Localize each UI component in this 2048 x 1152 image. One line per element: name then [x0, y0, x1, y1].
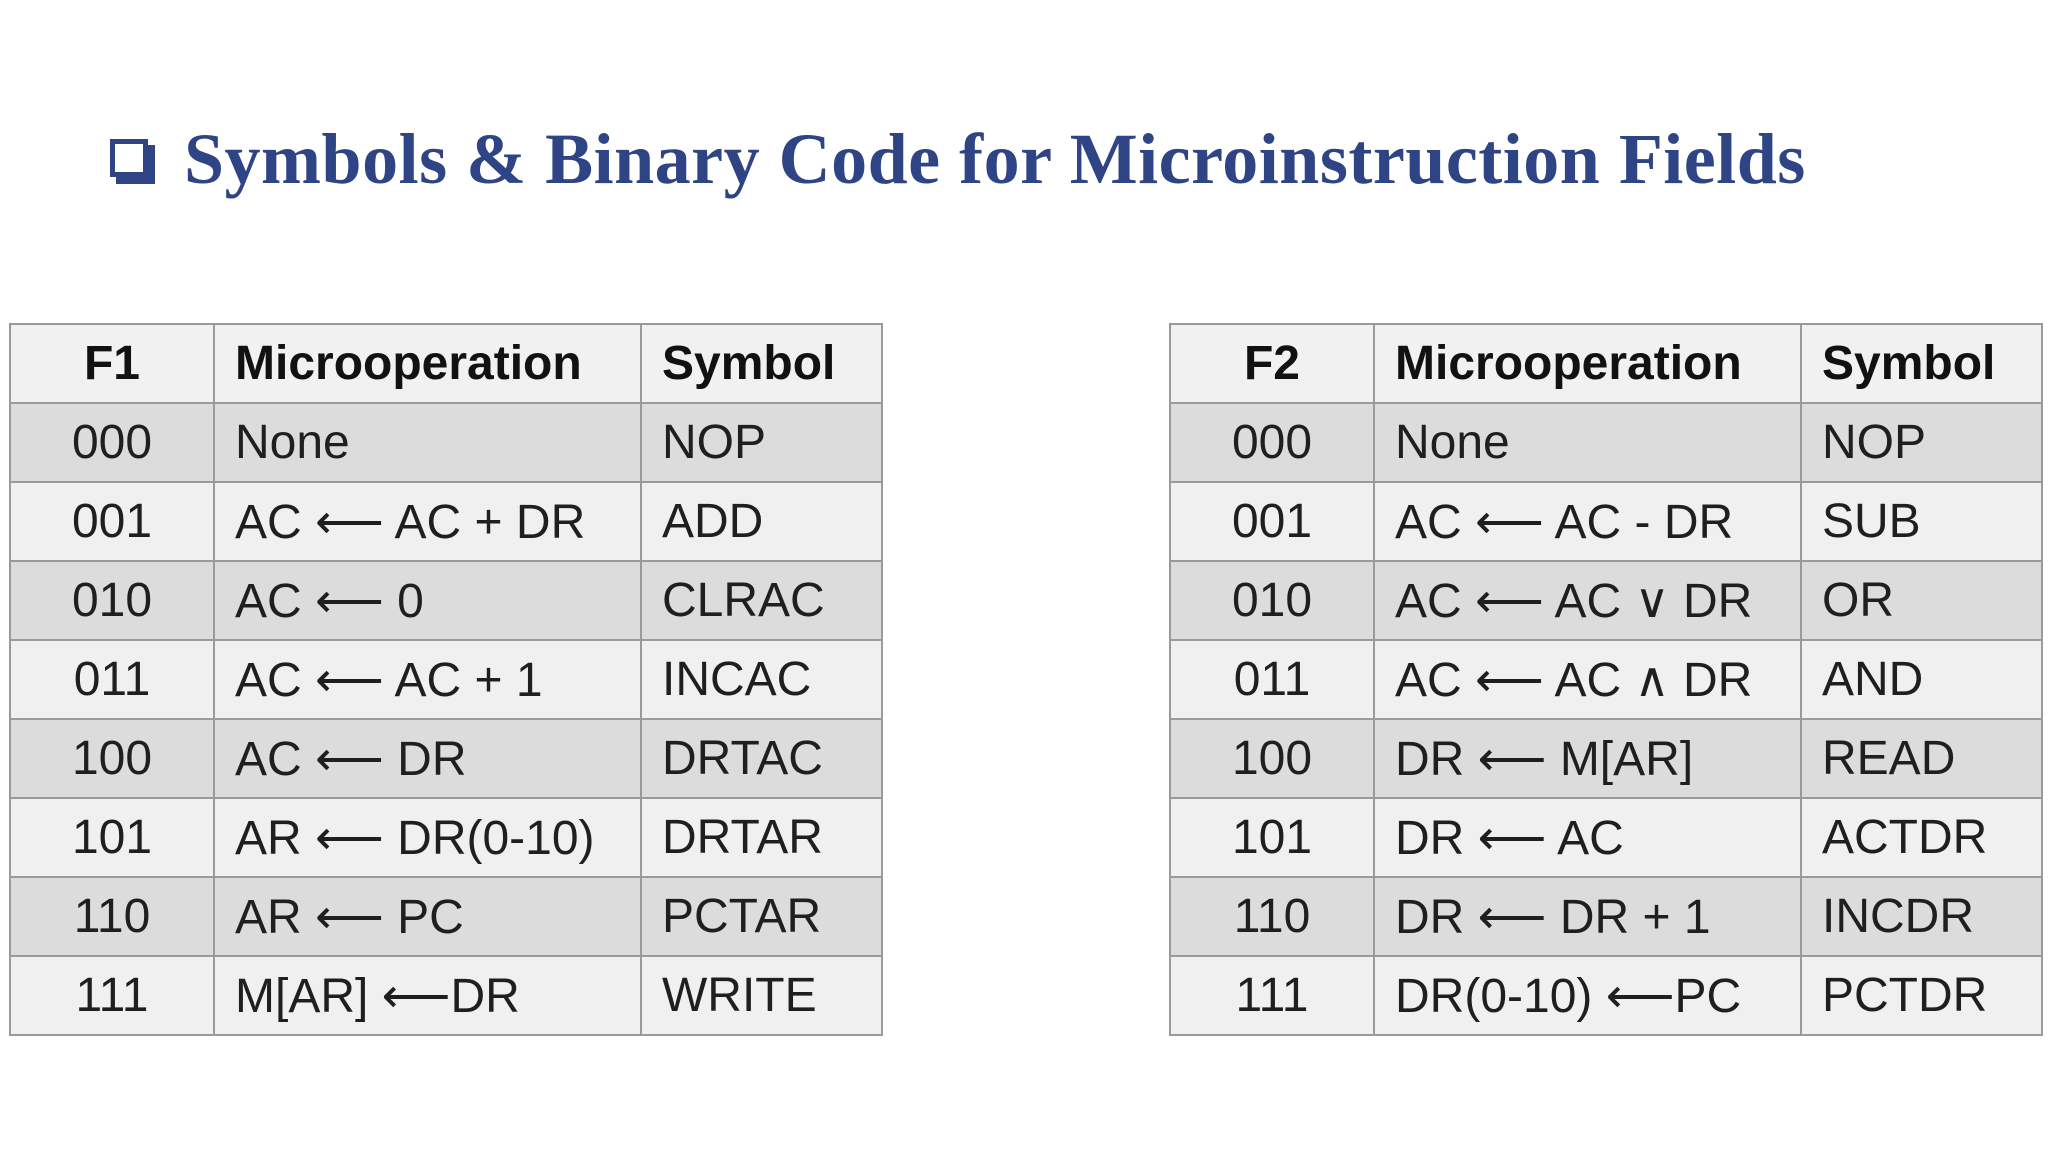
binary-code: 011 [10, 640, 214, 719]
table-row [1170, 403, 2042, 482]
symbol: NOP [641, 403, 882, 482]
microoperation: M[AR] ⟵DR [214, 956, 641, 1035]
table-row [10, 956, 882, 1035]
symbol: SUB [1801, 482, 2042, 561]
symbol: NOP [1801, 403, 2042, 482]
table-row [10, 640, 882, 719]
slide-title-row [110, 118, 1806, 201]
symbol: DRTAC [641, 719, 882, 798]
table-row [10, 403, 882, 482]
header-symbol: Symbol [1801, 324, 2042, 403]
binary-code: 010 [1170, 561, 1374, 640]
binary-code: 001 [1170, 482, 1374, 561]
header-microoperation: Microoperation [214, 324, 641, 403]
microoperation: AC ⟵ DR [214, 719, 641, 798]
microoperation: AC ⟵ AC ∧ DR [1374, 640, 1801, 719]
microoperation: AC ⟵ AC + DR [214, 482, 641, 561]
header-field: F2 [1170, 324, 1374, 403]
microoperation: DR(0-10) ⟵PC [1374, 956, 1801, 1035]
binary-code: 101 [1170, 798, 1374, 877]
symbol: DRTAR [641, 798, 882, 877]
symbol: PCTAR [641, 877, 882, 956]
table-header-row [1170, 324, 2042, 403]
binary-code: 000 [1170, 403, 1374, 482]
table-row [10, 482, 882, 561]
symbol: INCAC [641, 640, 882, 719]
microoperation: DR ⟵ AC [1374, 798, 1801, 877]
table-row [1170, 798, 2042, 877]
table-row [10, 719, 882, 798]
table-row [10, 798, 882, 877]
microoperation: AC ⟵ AC - DR [1374, 482, 1801, 561]
binary-code: 010 [10, 561, 214, 640]
binary-code: 011 [1170, 640, 1374, 719]
microoperation: DR ⟵ DR + 1 [1374, 877, 1801, 956]
binary-code: 100 [1170, 719, 1374, 798]
header-microoperation: Microoperation [1374, 324, 1801, 403]
table-header-row [10, 324, 882, 403]
binary-code: 101 [10, 798, 214, 877]
table-row [1170, 561, 2042, 640]
binary-code: 001 [10, 482, 214, 561]
binary-code: 000 [10, 403, 214, 482]
table-row [1170, 719, 2042, 798]
symbol: ACTDR [1801, 798, 2042, 877]
table-row [10, 877, 882, 956]
table-row [10, 561, 882, 640]
header-field: F1 [10, 324, 214, 403]
symbol: PCTDR [1801, 956, 2042, 1035]
table-row [1170, 956, 2042, 1035]
binary-code: 100 [10, 719, 214, 798]
table-row [1170, 640, 2042, 719]
microoperation: AC ⟵ AC + 1 [214, 640, 641, 719]
microoperation: AC ⟵ 0 [214, 561, 641, 640]
f1-table [9, 323, 883, 1036]
f2-table [1169, 323, 2043, 1036]
table-row [1170, 877, 2042, 956]
symbol: CLRAC [641, 561, 882, 640]
symbol: ADD [641, 482, 882, 561]
symbol: READ [1801, 719, 2042, 798]
microoperation: None [214, 403, 641, 482]
symbol: WRITE [641, 956, 882, 1035]
binary-code: 110 [1170, 877, 1374, 956]
symbol: INCDR [1801, 877, 2042, 956]
microoperation: DR ⟵ M[AR] [1374, 719, 1801, 798]
symbol: OR [1801, 561, 2042, 640]
binary-code: 111 [10, 956, 214, 1035]
checkbox-bullet-icon [110, 139, 152, 181]
symbol: AND [1801, 640, 2042, 719]
binary-code: 110 [10, 877, 214, 956]
microoperation: AR ⟵ PC [214, 877, 641, 956]
microoperation: AR ⟵ DR(0-10) [214, 798, 641, 877]
slide-title: Symbols & Binary Code for Microinstruction Fields [184, 119, 1806, 199]
binary-code: 111 [1170, 956, 1374, 1035]
table-row [1170, 482, 2042, 561]
header-symbol: Symbol [641, 324, 882, 403]
microoperation: AC ⟵ AC ∨ DR [1374, 561, 1801, 640]
microoperation: None [1374, 403, 1801, 482]
